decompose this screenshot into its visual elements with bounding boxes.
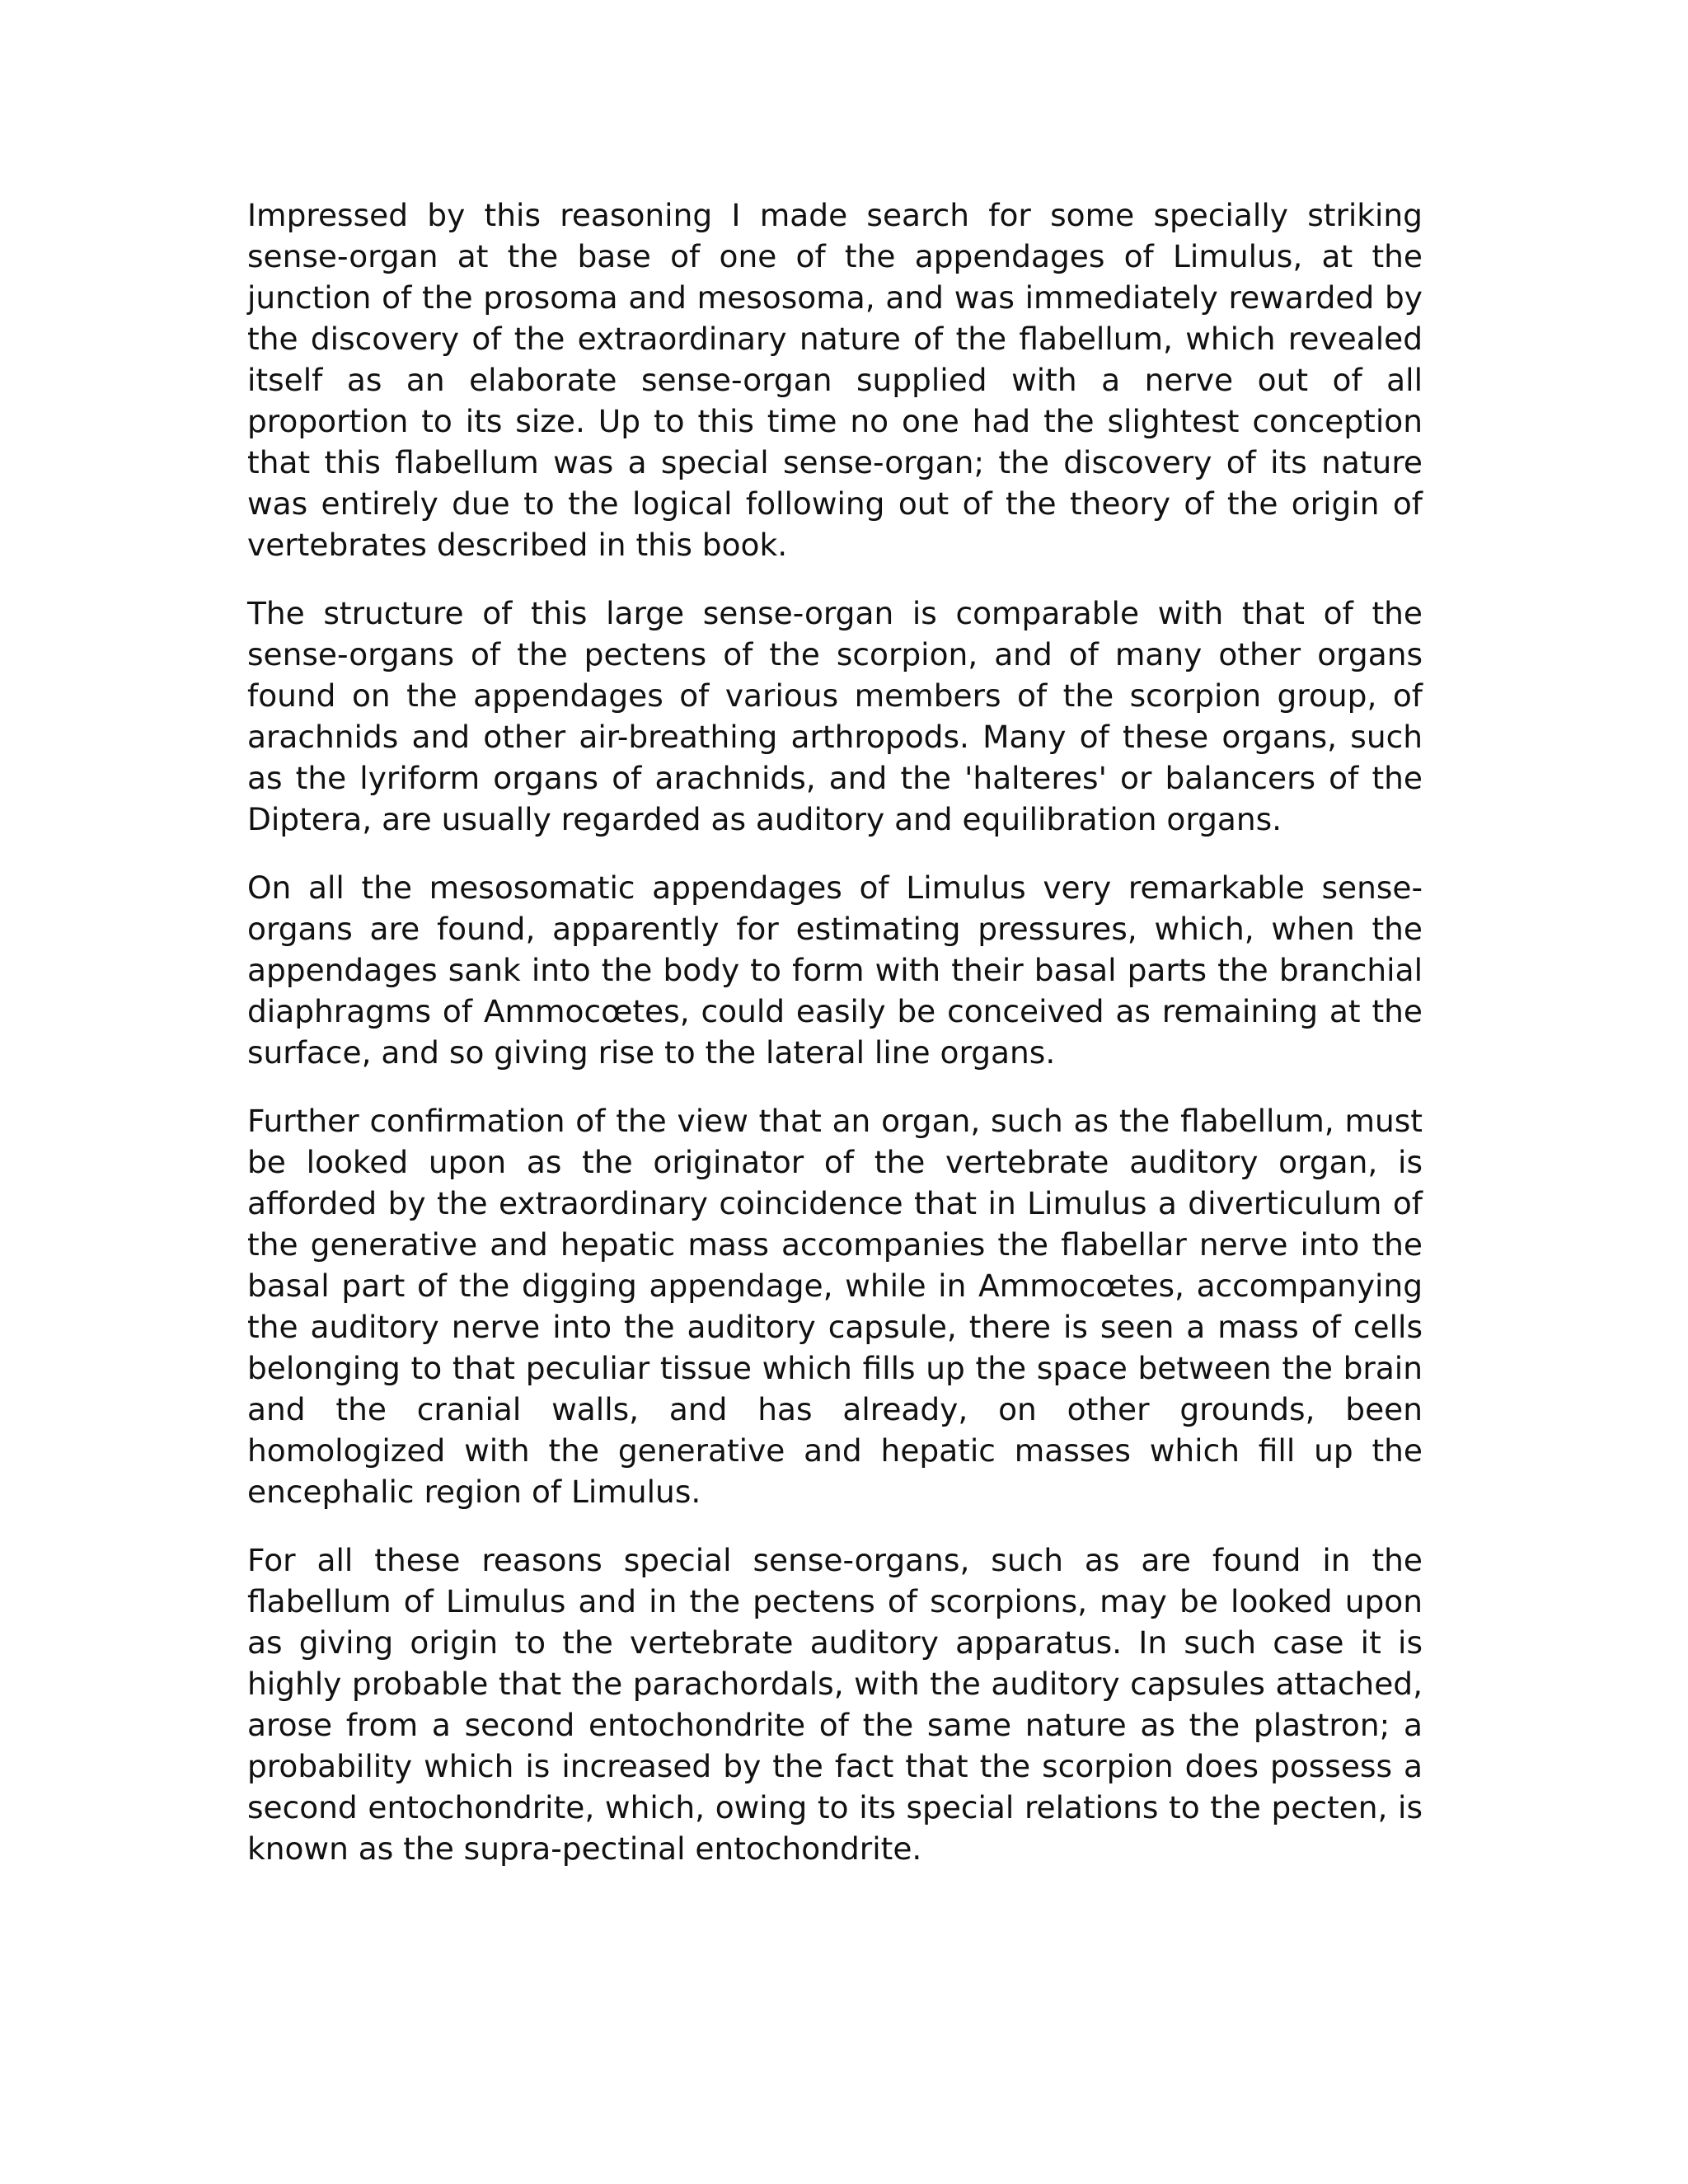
- paragraph-1: Impressed by this reasoning I made search for some specially striking sense-organ at the base of one of the appendages of Limulus, at the junction of the prosoma and mesosoma, and was immediately rewarded by the discovery of the extraordinary nature of the flabellum, which revealed itself as an elaborate sense-organ supplied with a nerve out of all proportion to its size. Up to this time no one had the slightest conception that this flabellum was a special sense-organ; the discovery of its nature was entirely due to the logical following out of the theory of the origin of vertebrates described in this book.: [247, 197, 1423, 563]
- paragraph-2: The structure of this large sense-organ is comparable with that of the sense-organs of the pectens of the scorpion, and of many other organs found on the appendages of various members of the scorpion group, of arachnids and other air-breathing arthropods. Many of these organs, such as the lyriform organs of arachnids, and the 'halteres' or balancers of the Diptera, are usually regarded as auditory and equilibration organs.: [247, 595, 1423, 837]
- paragraph-5: For all these reasons special sense-organs, such as are found in the flabellum of Limulus and in the pectens of scorpions, may be looked upon as giving origin to the vertebrate auditory apparatus. In such case it is highly probable that the parachordals, with the auditory capsules attached, arose from a second entochondrite of the same nature as the plastron; a probability which is increased by the fact that the scorpion does possess a second entochondrite, which, owing to its special relations to the pecten, is known as the supra-pectinal entochondrite.: [247, 1542, 1423, 1867]
- paragraph-3: On all the mesosomatic appendages of Limulus very remarkable sense-organs are found, apparently for estimating pressures, which, when the appendages sank into the body to form with their basal parts the branchial diaphragms of Ammocœtes, could easily be conceived as remaining at the surface, and so giving rise to the lateral line organs.: [247, 869, 1423, 1071]
- paragraph-4: Further confirmation of the view that an organ, such as the flabellum, must be looked upon as the originator of the vertebrate auditory organ, is afforded by the extraordinary coincidence that in Limulus a diverticulum of the generative and hepatic mass accompanies the flabellar nerve into the basal part of the digging appendage, while in Ammocœtes, accompanying the auditory nerve into the auditory capsule, there is seen a mass of cells belonging to that peculiar tissue which fills up the space between the brain and the cranial walls, and has already, on other grounds, been homologized with the generative and hepatic masses which fill up the encephalic region of Limulus.: [247, 1103, 1423, 1510]
- body-text: [247, 194, 1423, 1869]
